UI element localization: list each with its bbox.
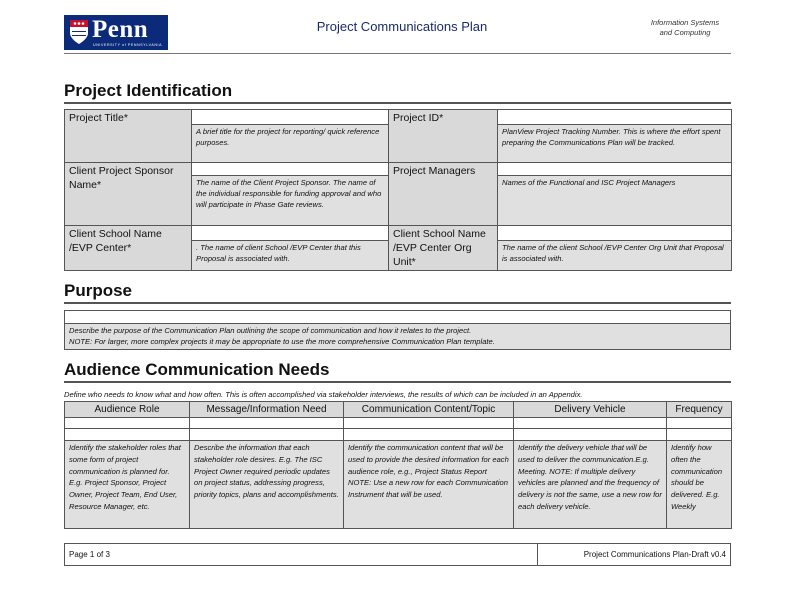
org-name [630,18,740,38]
managers-field[interactable] [498,163,732,176]
project-id-field[interactable] [498,110,732,125]
column-header-audience-role: Audience Role [65,402,190,418]
audience-role-hint: Identify the stakeholder roles that some form of project communication is planned for. E.g. Project Sponsor, Project Owner, Project Team, End User, Resource Manager, etc. [65,441,190,529]
table-cell[interactable] [667,418,732,429]
section-title-purpose: Purpose [64,281,133,300]
table-cell[interactable] [344,418,514,429]
project-id-label: Project ID* [389,110,498,163]
managers-label: Project Managers [389,163,498,226]
school-field[interactable] [192,226,389,241]
org-line-2: and Computing [659,28,711,37]
document-title: Project Communications Plan [316,19,488,34]
column-header-frequency: Frequency [667,402,732,418]
audience-table [64,401,732,529]
table-cell[interactable] [190,418,344,429]
org-unit-hint: The name of the client School /EVP Center Org Unit that Proposal is associated with. [498,241,732,271]
audience-intro: Define who needs to know what and how often. This is often accomplished via stakeholder interviews, the results of which can be included in an Appendix. [64,390,583,399]
org-line-1: Information Systems [650,18,720,27]
header-divider [64,53,731,54]
school-hint: . The name of client School /EVP Center that this Proposal is associated with. [192,241,389,271]
shield-icon [69,19,89,45]
purpose-hint-line-1: Describe the purpose of the Communication Plan outlining the scope of communication and how it relates to the project. [69,326,472,335]
content-hint: Identify the communication content that will be used to provide the desired information for each audience role, e.g., Project Status Report NOTE: Use a new row for each Communication Instrument that will be used. [344,441,514,529]
frequency-hint: Identify how often the communication should be delivered. E.g. Weekly [667,441,732,529]
identification-table [64,109,732,271]
table-cell[interactable] [344,429,514,441]
footer-doc-name: Project Communications Plan-Draft v0.4 [538,543,731,566]
penn-logo [64,15,168,50]
purpose-hint [64,324,731,350]
delivery-hint: Identify the delivery vehicle that will be used to deliver the communication.E.g. Meeting. NOTE: If multiple delivery vehicles are planned and the frequency of delivery is not the same, use a new row for each delivery vehicle. [514,441,667,529]
project-id-hint: PlanView Project Tracking Number. This is where the effort spent preparing the Communications Plan will be tracked. [498,125,732,163]
column-header-delivery: Delivery Vehicle [514,402,667,418]
table-cell[interactable] [190,429,344,441]
table-cell[interactable] [514,429,667,441]
section-rule [64,102,731,104]
logo-wordmark: Penn [92,16,149,43]
sponsor-hint: The name of the Client Project Sponsor. The name of the individual responsible for funding approval and who will participate in Phase Gate reviews. [192,176,389,226]
purpose-field[interactable] [64,310,731,324]
section-rule [64,381,731,383]
purpose-hint-line-2: NOTE: For larger, more complex projects it may be appropriate to use the more comprehensive Communication Plan template. [69,337,495,346]
logo-subtext: UNIVERSITY of PENNSYLVANIA [93,43,163,47]
message-hint: Describe the information that each stakeholder role desires. E.g. The ISC Project Owner required periodic updates on project status, addressing progress, priority topics, plans and accomplishments. [190,441,344,529]
column-header-content: Communication Content/Topic [344,402,514,418]
footer-page-number: Page 1 of 3 [64,543,538,566]
org-unit-label: Client School Name /EVP Center Org Unit* [389,226,498,271]
school-label: Client School Name /EVP Center* [65,226,192,271]
sponsor-label: Client Project Sponsor Name* [65,163,192,226]
table-cell[interactable] [514,418,667,429]
section-title-identification: Project Identification [64,81,233,100]
managers-hint: Names of the Functional and ISC Project Managers [498,176,732,226]
table-cell[interactable] [65,429,190,441]
project-title-hint: A brief title for the project for reporting/ quick reference purposes. [192,125,389,163]
sponsor-field[interactable] [192,163,389,176]
table-cell[interactable] [65,418,190,429]
section-rule [64,302,731,304]
section-title-audience: Audience Communication Needs [64,360,330,379]
project-title-field[interactable] [192,110,389,125]
column-header-message: Message/Information Need [190,402,344,418]
table-cell[interactable] [667,429,732,441]
org-unit-field[interactable] [498,226,732,241]
project-title-label: Project Title* [65,110,192,163]
